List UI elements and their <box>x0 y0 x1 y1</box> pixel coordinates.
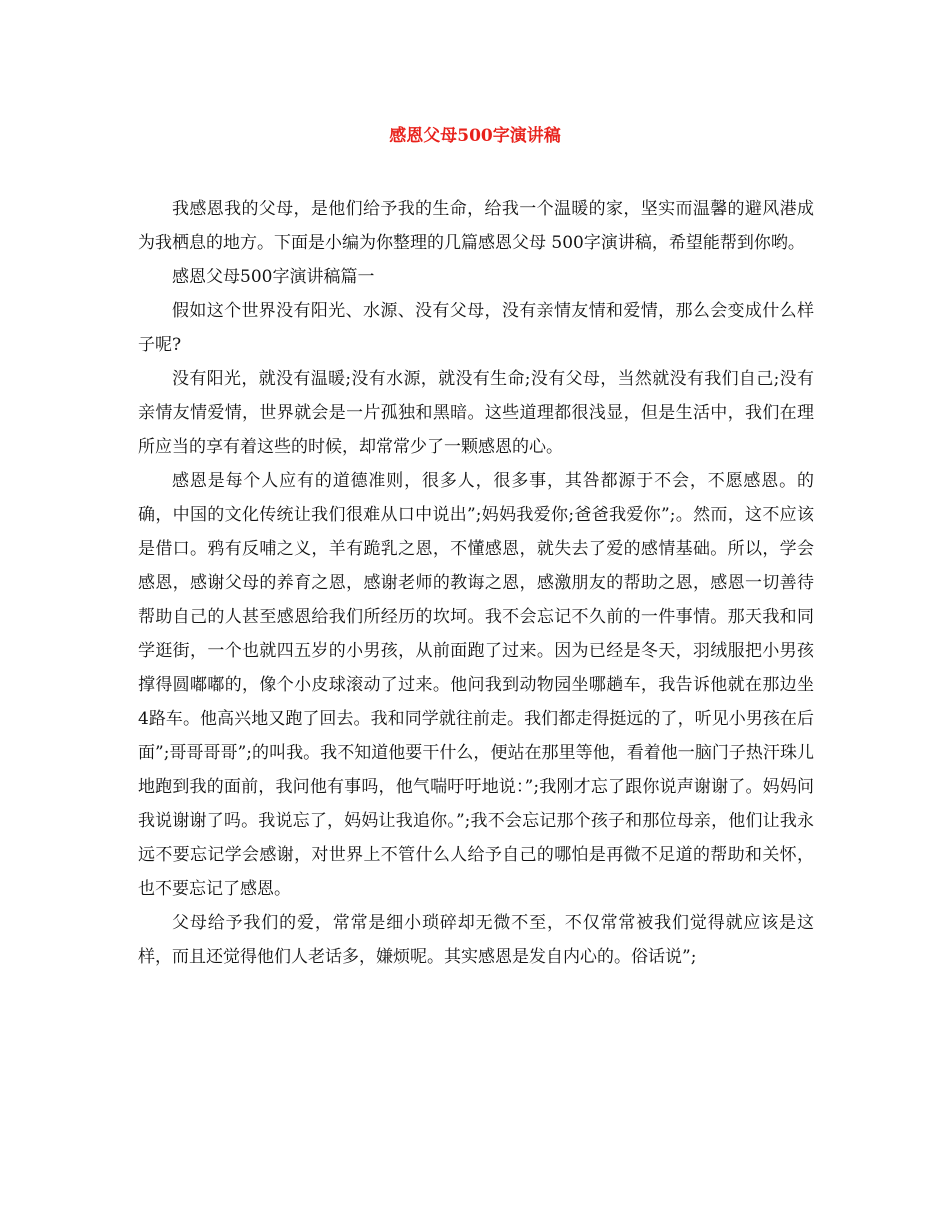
document-body <box>138 192 814 974</box>
section-heading: 感恩父母500字演讲稿篇一 <box>172 267 375 287</box>
body-paragraph: 假如这个世界没有阳光、水源、没有父母，没有亲情友情和爱情，那么会变成什么样子呢? <box>138 301 814 355</box>
body-paragraph: 感恩是每个人应有的道德准则，很多人，很多事，其咎都源于不会，不愿感恩。的确，中国的文化传统让我们很难从口中说出”;妈妈我爱你;爸爸我爱你”;。然而，这不应该是借口。鸦有反哺之义，羊有跪乳之恩，不懂感恩，就失去了爱的感情基础。所以，学会感恩，感谢父母的养育之恩，感谢老师的教诲之恩，感激朋友的帮助之恩，感恩一切善待帮助自己的人甚至感恩给我们所经历的坎坷。我不会忘记不久前的一件事情。那天我和同学逛街，一个也就四五岁的小男孩，从前面跑了过来。因为已经是冬天，羽绒服把小男孩撑得圆嘟嘟的，像个小皮球滚动了过来。他问我到动物园坐哪趟车，我告诉他就在那边坐 4路车。他高兴地又跑了回去。我和同学就往前走。我们都走得挺远的了，听见小男孩在后面”;哥哥哥哥”;的叫我。我不知道他要干什么，便站在那里等他，看着他一脑门子热汗珠儿地跑到我的面前，我问他有事吗，他气喘吁吁地说：”;我刚才忘了跟你说声谢谢了。妈妈问我说谢谢了吗。我说忘了，妈妈让我追你。”;我不会忘记那个孩子和那位母亲，他们让我永远不要忘记学会感谢，对世界上不管什么人给予自己的哪怕是再微不足道的帮助和关怀，也不要忘记了感恩。 <box>138 471 814 899</box>
document-title: 感恩父母500字演讲稿 <box>389 126 561 146</box>
body-paragraph: 父母给予我们的爱，常常是细小琐碎却无微不至，不仅常常被我们觉得就应该是这样，而且还觉得他们人老话多，嫌烦呢。其实感恩是发自内心的。俗话说”; <box>138 913 814 967</box>
intro-paragraph: 我感恩我的父母，是他们给予我的生命，给我一个温暖的家，坚实而温馨的避风港成为我栖息的地方。下面是小编为你整理的几篇感恩父母 500字演讲稿，希望能帮到你哟。 <box>138 199 814 253</box>
body-paragraph: 没有阳光，就没有温暖;没有水源，就没有生命;没有父母，当然就没有我们自己;没有亲情友情爱情，世界就会是一片孤独和黑暗。这些道理都很浅显，但是生活中，我们在理所应当的享有着这些的时候，却常常少了一颗感恩的心。 <box>138 369 814 457</box>
